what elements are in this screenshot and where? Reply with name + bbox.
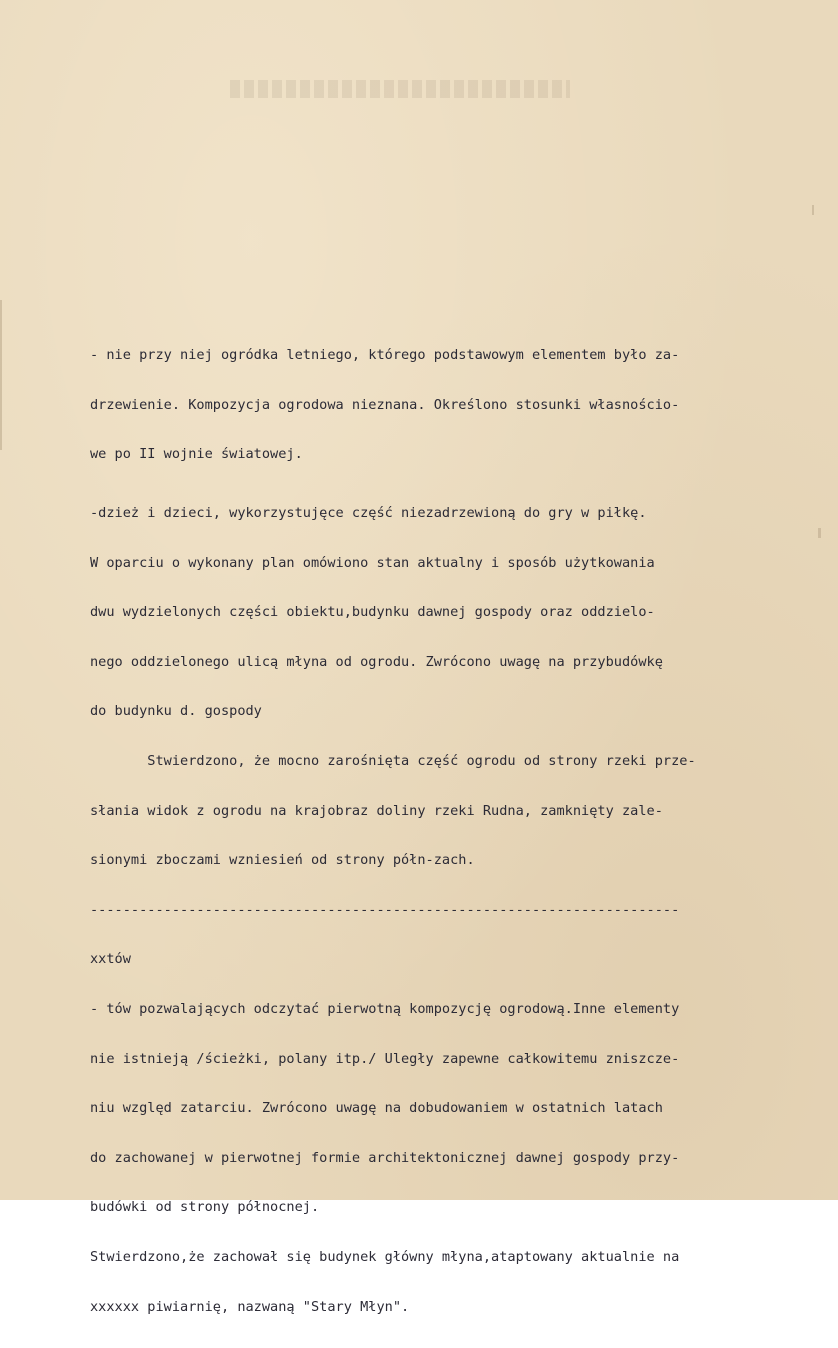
right-edge-mark-top [812,205,814,215]
text-line: xxxxxx piwiarnię, nazwaną "Stary Młyn". [90,1298,410,1315]
text-line: xxtów [90,951,131,968]
left-edge-mark [0,300,2,450]
separator-line: ------------------------------------------------------------------------ [90,901,680,918]
paragraph-2 [90,473,696,1348]
text-line: sionymi zboczami wzniesień od strony półn-zach. [90,852,475,869]
text-line: - tów pozwalających odczytać pierwotną kompozycję ogrodową.Inne elementy [90,1000,680,1017]
text-line: niu względ zatarciu. Zwrócono uwagę na dobudowaniem w ostatnich latach [90,1100,663,1117]
right-edge-mark-middle [818,528,821,538]
text-line: budówki od strony północnej. [90,1199,320,1216]
text-line: do zachowanej w pierwotnej formie architektonicznej dawnej gospody przy- [90,1149,680,1166]
text-line: do budynku d. gospody [90,703,262,720]
text-line: -dzież i dzieci, wykorzystujęce część niezadrzewioną do gry w piłkę. [90,505,647,521]
text-line: Stwierdzono, że mocno zarośnięta część ogrodu od strony rzeki prze- [90,752,696,769]
text-line: drzewienie. Kompozycja ogrodowa nieznana. Określono stosunki własnościo- [90,396,680,413]
text-line: nego oddzielonego ulicą młyna od ogrodu. Zwrócono uwagę na przybudówkę [90,653,663,670]
text-line: dwu wydzielonych części obiektu,budynku dawnej gospody oraz oddzielo- [90,604,655,621]
paragraph-1 [90,315,679,496]
text-line: słania widok z ogrodu na krajobraz doliny rzeki Rudna, zamknięty zale- [90,802,663,819]
faded-header-bleedthrough [230,80,570,98]
text-line: - nie przy niej ogródka letniego, którego podstawowym elementem było za- [90,347,680,363]
text-line: we po II wojnie światowej. [90,446,303,463]
text-line: Stwierdzono,że zachował się budynek główny młyna,ataptowany aktualnie na [90,1248,680,1265]
text-line: W oparciu o wykonany plan omówiono stan aktualny i sposób użytkowania [90,554,655,571]
text-line: nie istnieją /ścieżki, polany itp./ Uległy zapewne całkowitemu zniszcze- [90,1050,680,1067]
